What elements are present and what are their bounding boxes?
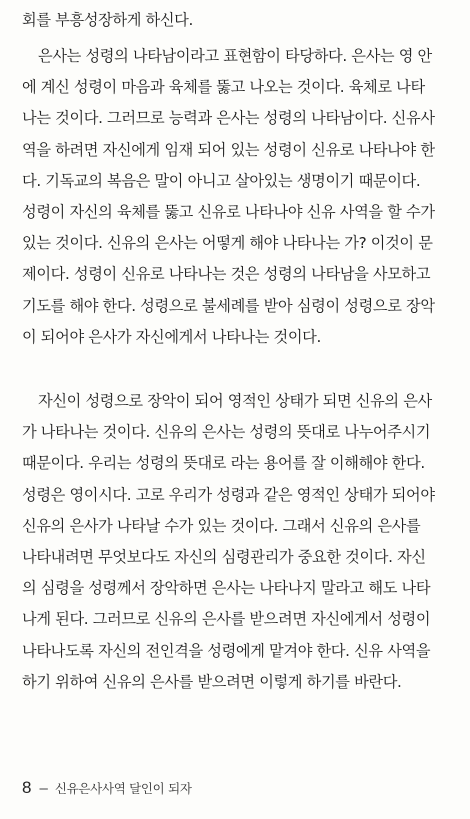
page-number: 8	[22, 778, 32, 797]
text-line: 제이다. 성령이 신유로 나타나는 것은 성령의 나타남을 사모하고	[22, 265, 431, 284]
text-line: 나는 것이다. 그러므로 능력과 은사는 성령의 나타남이다. 신유사	[22, 109, 435, 128]
text-line: 있는 것이다. 신유의 은사는 어떻게 해야 나타나는 가? 이것이 문	[22, 234, 433, 253]
text-line: 하기 위하여 신유의 은사를 받으려면 이렇게 하기를 바란다.	[22, 672, 402, 691]
text-line: 나타나도록 자신의 전인격을 성령에게 맡겨야 한다. 신유 사역을	[22, 641, 431, 660]
text-line: 역을 하려면 자신에게 임재 되어 있는 성령이 신유로 나타나야 한	[22, 140, 435, 159]
text-line: 성령은 영이시다. 고로 우리가 성령과 같은 영적인 상태가 되어야	[22, 485, 435, 504]
page-footer	[22, 778, 192, 798]
paragraph-gifts-manifestation	[22, 41, 452, 353]
text-line: 성령이 자신의 육체를 뚫고 신유로 나타나야 신유 사역을 할 수가	[22, 202, 435, 221]
text-line: 이 되어야 은사가 자신에게서 나타나는 것이다.	[22, 327, 321, 346]
text-line: 가 나타나는 것이다. 신유의 은사는 성령의 뜻대로 나누어주시기	[22, 423, 431, 442]
running-title: 신유은사사역 달인이 되자	[54, 781, 192, 796]
text-line: 회를 부흥성장하게 하신다.	[22, 11, 193, 29]
paragraph-continuation	[22, 5, 452, 36]
text-line: 나타내려면 무엇보다도 자신의 심령관리가 중요한 것이다. 자신	[22, 547, 426, 566]
footer-separator: –	[39, 780, 48, 797]
text-line: 때문이다. 우리는 성령의 뜻대로 라는 용어를 잘 이해해야 한다.	[22, 454, 425, 473]
text-line: 신유의 은사가 나타날 수가 있는 것이다. 그래서 신유의 은사를	[22, 516, 421, 535]
text-line: 은사는 성령의 나타남이라고 표현함이 타당하다. 은사는 영 안	[38, 47, 432, 65]
text-line: 의 심령을 성령께서 장악하면 은사는 나타나지 말라고 해도 나타	[22, 579, 431, 598]
text-line: 자신이 성령으로 장악이 되어 영적인 상태가 되면 신유의 은사	[38, 392, 432, 410]
text-line: 에 계신 성령이 마음과 육체를 뚫고 나오는 것이다. 육체로 나타	[22, 78, 425, 97]
text-line: 기도를 해야 한다. 성령으로 불세례를 받아 심령이 성령으로 장악	[22, 296, 435, 315]
text-line: 나게 된다. 그러므로 신유의 은사를 받으려면 자신에게서 성령이	[22, 610, 431, 629]
paragraph-spiritual-state	[22, 386, 452, 698]
text-line: 다. 기독교의 복음은 말이 아니고 살아있는 생명이기 때문이다.	[22, 171, 421, 190]
